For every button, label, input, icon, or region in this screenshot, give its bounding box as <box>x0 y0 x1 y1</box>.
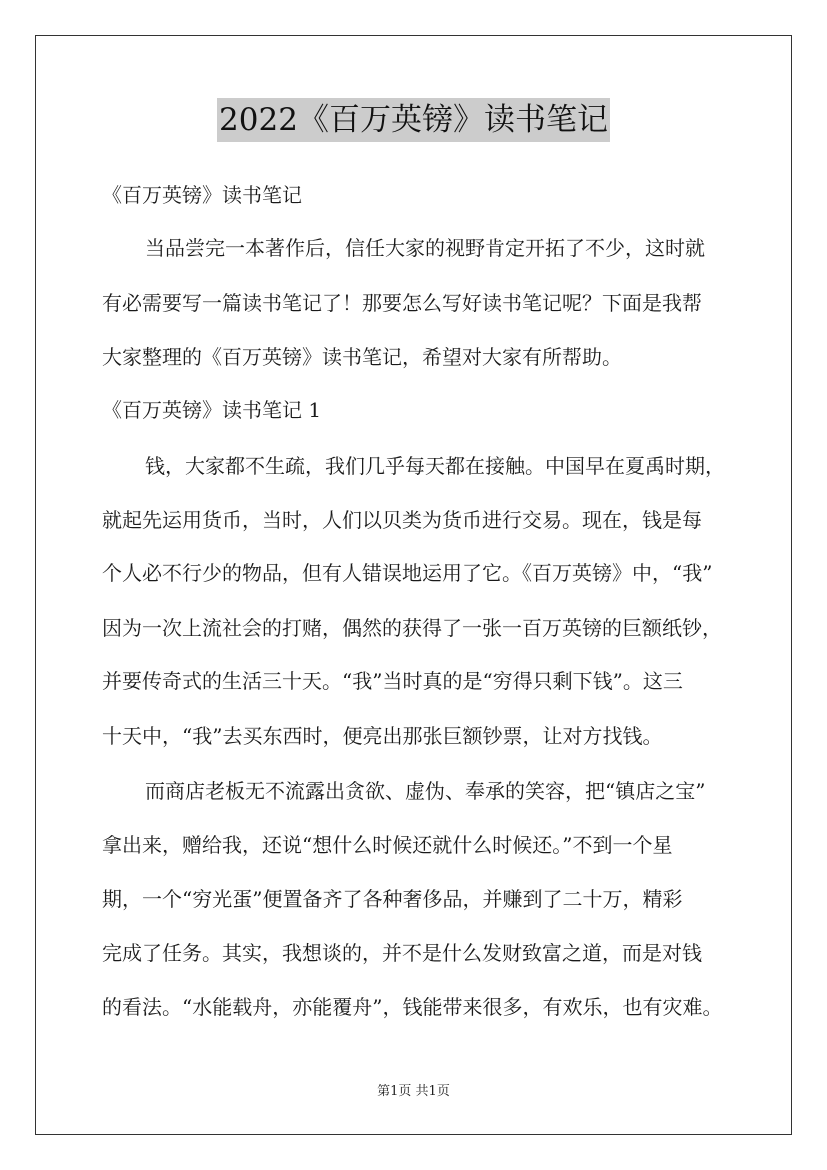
paragraph-line[interactable]: 个人必不行少的物品，但有人错误地运用了它。《百万英镑》中，“我” <box>102 561 713 585</box>
paragraph-line[interactable]: 大家整理的《百万英镑》读书笔记，希望对大家有所帮助。 <box>102 345 622 369</box>
paragraph-line[interactable]: 有必需要写一篇读书笔记了！那要怎么写好读书笔记呢？下面是我帮 <box>102 291 702 315</box>
paragraph-line[interactable]: 拿出来，赠给我，还说“想什么时候还就什么时候还。”不到一个星 <box>102 833 673 857</box>
section-heading[interactable]: 《百万英镑》读书笔记 1 <box>102 398 322 422</box>
paragraph-line[interactable]: 期，一个“穷光蛋”便置备齐了各种奢侈品，并赚到了二十万，精彩 <box>102 887 683 911</box>
paragraph-line[interactable]: 当品尝完一本著作后，信任大家的视野肯定开拓了不少，这时就 <box>145 236 705 260</box>
paragraph-line[interactable]: 就起先运用货币，当时，人们以贝类为货币进行交易。现在，钱是每 <box>102 508 702 532</box>
title-container <box>0 98 827 142</box>
paragraph-line[interactable]: 十天中，“我”去买东西时，便亮出那张巨额钞票，让对方找钱。 <box>102 724 663 748</box>
paragraph-line[interactable]: 完成了任务。其实，我想谈的，并不是什么发财致富之道，而是对钱 <box>102 941 702 965</box>
section-heading[interactable]: 《百万英镑》读书笔记 <box>102 183 302 207</box>
paragraph-line[interactable]: 钱，大家都不生疏，我们几乎每天都在接触。中国早在夏禹时期， <box>145 454 725 478</box>
document-title[interactable]: 2022《百万英镑》读书笔记 <box>217 98 610 142</box>
paragraph-line[interactable]: 而商店老板无不流露出贪欲、虚伪、奉承的笑容，把“镇店之宝” <box>145 779 706 803</box>
paragraph-line[interactable]: 因为一次上流社会的打赌，偶然的获得了一张一百万英镑的巨额纸钞， <box>102 616 722 640</box>
paragraph-line[interactable]: 的看法。“水能载舟，亦能覆舟”，钱能带来很多，有欢乐，也有灾难。 <box>102 995 723 1019</box>
paragraph-line[interactable]: 并要传奇式的生活三十天。“我”当时真的是“穷得只剩下钱”。这三 <box>102 669 683 693</box>
page-footer: 第1页 共1页 <box>377 1084 450 1099</box>
